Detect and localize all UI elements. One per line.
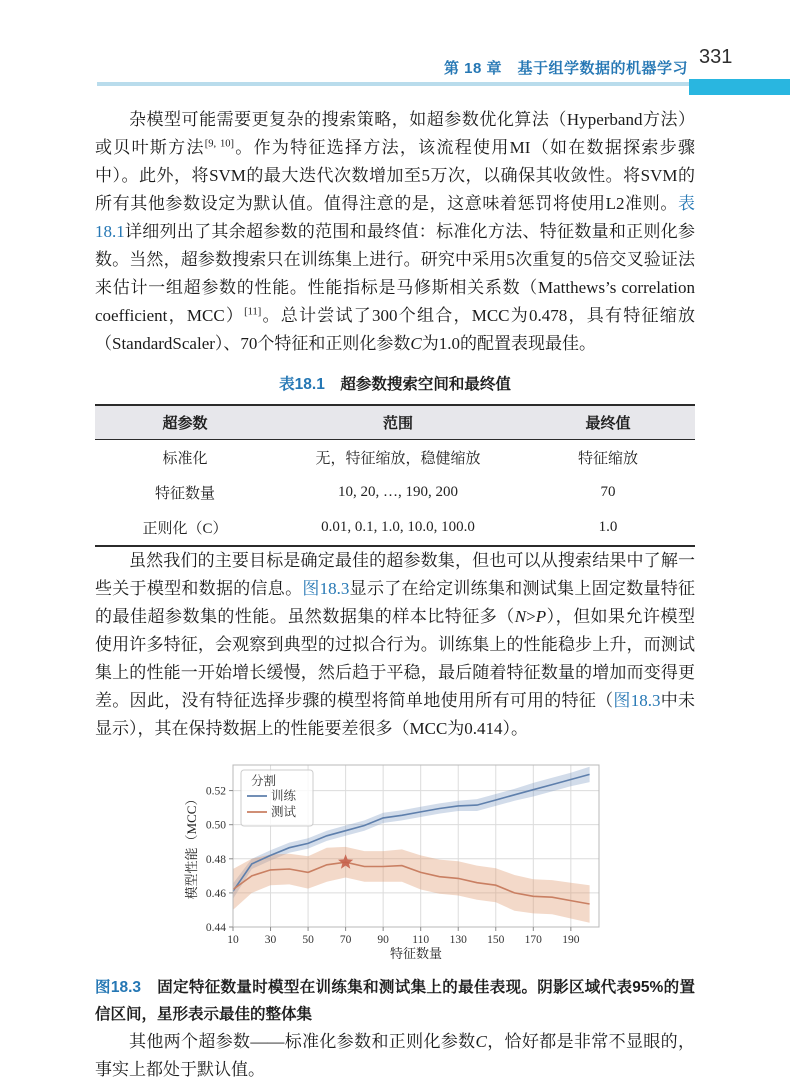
- page-content: [95, 106, 695, 1084]
- x-tick-label: 190: [562, 934, 580, 946]
- header-rule: [97, 82, 689, 86]
- legend-title: 分割: [251, 774, 277, 788]
- y-tick-label: 0.44: [205, 922, 226, 934]
- cell-hyperparameter: 标准化: [162, 451, 208, 467]
- y-tick-label: 0.48: [205, 853, 226, 866]
- x-tick-label: 50: [302, 934, 314, 946]
- y-tick-label: 0.46: [205, 887, 226, 900]
- cell-final-value: 70: [600, 484, 616, 500]
- x-tick-label: 130: [449, 934, 467, 946]
- table-row: [95, 440, 695, 476]
- table-title: 表18.1 超参数搜索空间和最终值: [279, 376, 511, 393]
- column-header-range: 范围: [275, 405, 521, 440]
- page-number: 331: [699, 46, 733, 68]
- cell-range: 10, 20, …, 190, 200: [338, 484, 458, 500]
- table-header-row: [95, 405, 695, 440]
- y-tick-label: 0.50: [205, 819, 226, 832]
- column-header-final-value: 最终值: [521, 405, 695, 440]
- x-tick-label: 10: [227, 934, 239, 946]
- paragraph-2: 虽然我们的主要目标是确定最佳的超参数集，但也可以从搜索结果中了解一些关于模型和数据的信息。图18.3显示了在给定训练集和测试集上固定数量特征的最佳超参数集的性能。虽然数据集的样本比特征多（N>P），但如果允许模型使用许多特征，会观察到典型的过拟合行为。训练集上的性能稳步上升，而测试集上的性能一开始增长缓慢，然后趋于平稳，最后随着特征数量的增加而变得更差。因此，没有特征选择步骤的模型将简单地使用所有可用的特征（图18.3中未显示），其在保持数据上的性能要差很多（MCC为0.414）。: [95, 551, 696, 738]
- paragraph-1: 杂模型可能需要更复杂的搜索策略，如超参数优化算法（Hyperband方法）或贝叶斯方法[9, 10]。作为特征选择方法，该流程使用MI（如在数据探索步骤中）。此外，将SVM的最大迭代次数增加至5万次，以确保其收敛性。将SVM的所有其他参数设定为默认值。值得注意的是，这意味着惩罚将使用L2准则。表18.1详细列出了其余超参数的范围和最终值：标准化方法、特征数量和正则化参数。当然，超参数搜索只在训练集上进行。研究中采用5次重复的5倍交叉验证法来估计一组超参数的性能。性能指标是马修斯相关系数（Matthews’s correlation coefficient，MCC）[11]。总计尝试了300个组合，MCC为0.478，具有特征缩放（StandardScaler）、70个特征和正则化参数C为1.0的配置表现最佳。: [95, 110, 695, 353]
- mcc-vs-feature-count-chart: [183, 755, 607, 961]
- y-axis-label: 模型性能（MCC）: [184, 792, 199, 900]
- chart-legend: [241, 770, 313, 826]
- table-row: [95, 510, 695, 546]
- running-head-chapter-title: 第 18 章 基于组学数据的机器学习: [443, 60, 688, 77]
- hyperparameter-table: [95, 404, 695, 547]
- figure-18-3: [183, 755, 607, 966]
- x-tick-label: 170: [524, 934, 542, 946]
- page-number-tab: [689, 79, 790, 95]
- table-row: [95, 475, 695, 510]
- x-tick-label: 30: [264, 934, 277, 946]
- column-header-hyperparameter: 超参数: [95, 405, 275, 440]
- x-axis-label: 特征数量: [389, 946, 443, 961]
- cell-range: 无，特征缩放，稳健缩放: [315, 451, 481, 467]
- paragraph-3: 其他两个超参数——标准化参数和正则化参数C，恰好都是非常不显眼的，事实上都处于默认值。: [95, 1032, 695, 1079]
- confidence-band: [233, 847, 590, 923]
- y-tick-label: 0.52: [205, 785, 226, 798]
- legend-item-label: 训练: [271, 789, 297, 803]
- x-tick-label: 110: [412, 934, 430, 946]
- x-tick-label: 70: [339, 934, 352, 946]
- cell-final-value: 1.0: [598, 519, 618, 535]
- cell-range: 0.01, 0.1, 1.0, 10.0, 100.0: [321, 519, 475, 535]
- legend-item-label: 测试: [271, 805, 297, 819]
- figure-caption: 图18.3 固定特征数量时模型在训练集和测试集上的最佳表现。阴影区域代表95%的置信区间，星形表示最佳的整体集: [95, 979, 696, 1023]
- cell-hyperparameter: 正则化（C）: [142, 521, 228, 537]
- cell-hyperparameter: 特征数量: [154, 486, 215, 502]
- cell-final-value: 特征缩放: [577, 451, 638, 467]
- x-tick-label: 150: [487, 934, 505, 946]
- x-tick-label: 90: [377, 934, 389, 946]
